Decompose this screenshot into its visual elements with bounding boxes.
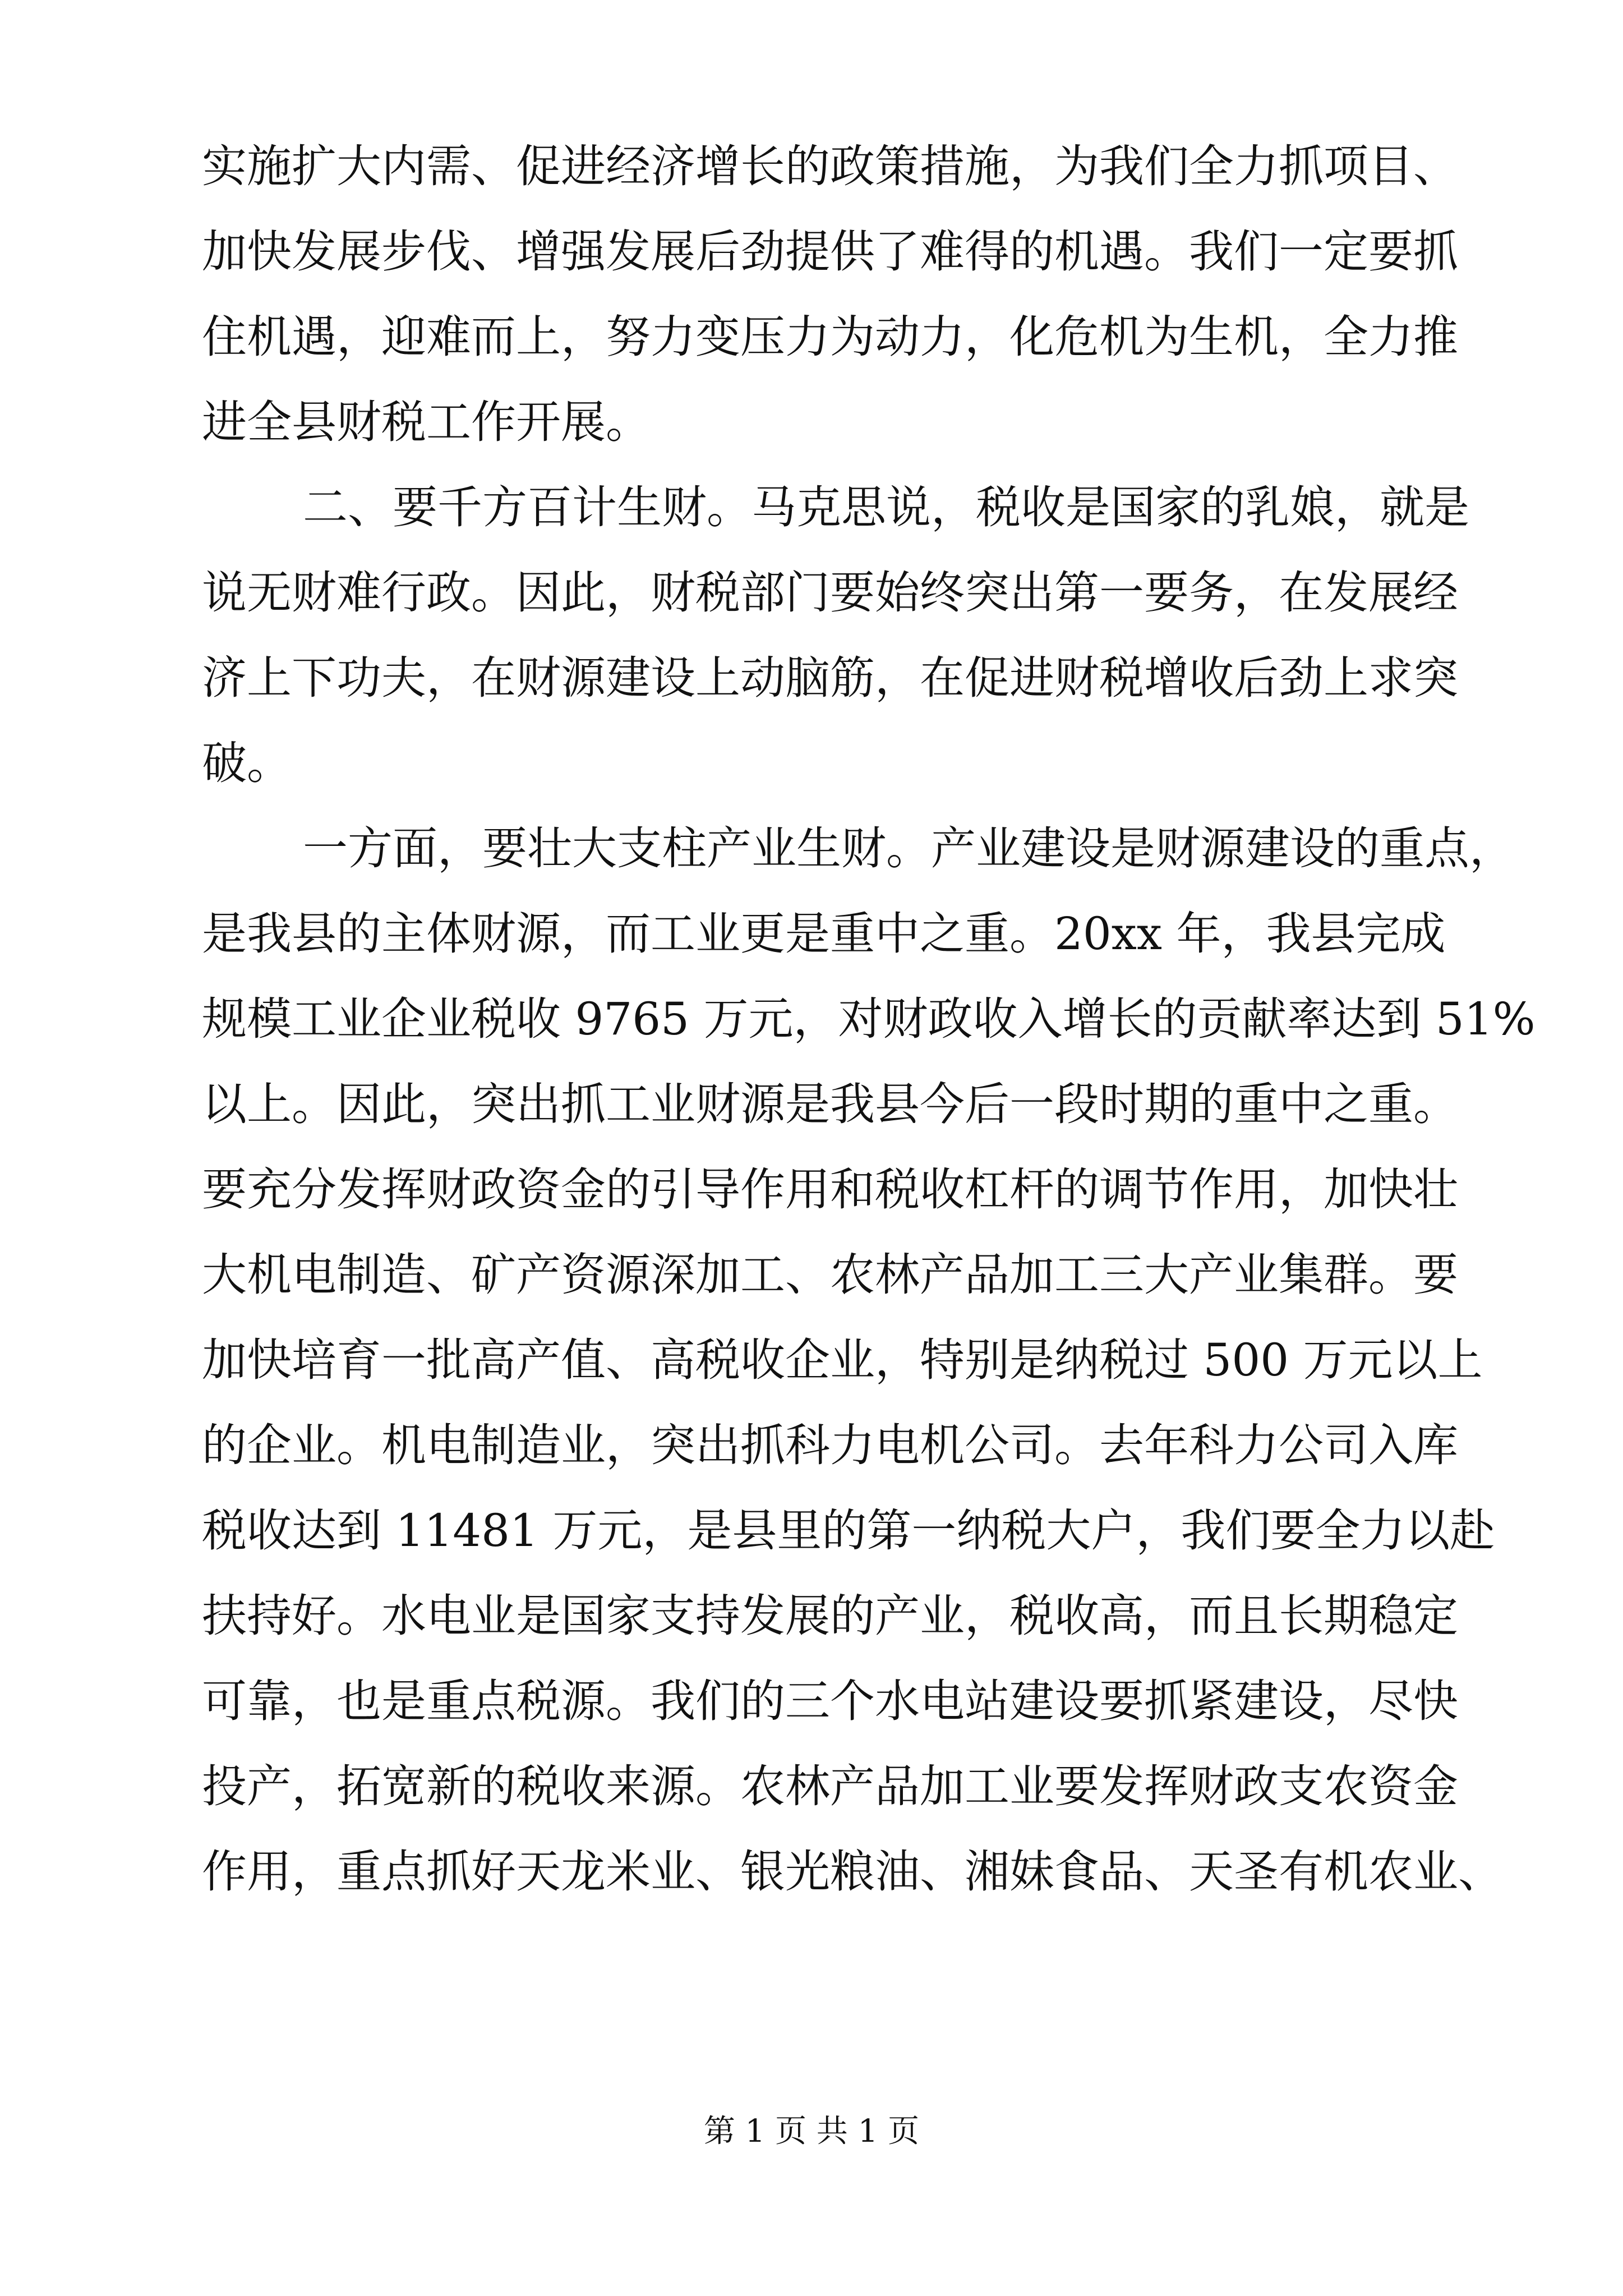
text-line xyxy=(0,218,1623,286)
text-line xyxy=(0,1156,1623,1223)
text-line-content: 作用，重点抓好天龙米业、银光粮油、湘妹食品、天圣有机农业、 xyxy=(202,1846,1503,1898)
text-line-content: 投产，拓宽新的税收来源。农林产品加工业要发挥财政支农资金 xyxy=(202,1760,1458,1812)
page-footer xyxy=(0,2109,1623,2154)
text-line-content: 规模工业企业税收 9765 万元，对财政收入增长的贡献率达到 51% xyxy=(202,993,1536,1045)
text-line xyxy=(0,1582,1623,1650)
text-line xyxy=(0,1241,1623,1309)
text-line xyxy=(0,1497,1623,1565)
text-line xyxy=(0,900,1623,968)
text-line-content: 加快发展步伐、增强发展后劲提供了难得的机遇。我们一定要抓 xyxy=(202,226,1458,278)
text-line-content: 的企业。机电制造业，突出抓科力电机公司。去年科力公司入库 xyxy=(202,1419,1458,1471)
text-line xyxy=(0,1668,1623,1735)
text-line-content: 破。 xyxy=(202,737,292,789)
text-line-content: 进全县财税工作开展。 xyxy=(202,396,651,448)
text-line xyxy=(0,474,1623,541)
text-line xyxy=(0,1753,1623,1820)
text-line-content: 二、要千方百计生财。马克思说，税收是国家的乳娘，就是 xyxy=(303,481,1469,533)
text-line-content: 可靠，也是重点税源。我们的三个水电站建设要抓紧建设，尽快 xyxy=(202,1675,1458,1727)
text-line xyxy=(0,815,1623,882)
text-line-content: 济上下功夫，在财源建设上动脑筋，在促进财税增收后劲上求突 xyxy=(202,652,1458,704)
text-line-content: 扶持好。水电业是国家支持发展的产业，税收高，而且长期稳定 xyxy=(202,1590,1458,1642)
text-line-content: 要充分发挥财政资金的引导作用和税收杠杆的调节作用，加快壮 xyxy=(202,1163,1458,1216)
text-line xyxy=(0,1412,1623,1479)
text-line-content: 一方面，要壮大支柱产业生财。产业建设是财源建设的重点， xyxy=(303,822,1514,875)
text-line xyxy=(0,133,1623,200)
text-line xyxy=(0,1327,1623,1394)
page-number-label: 第 1 页 共 1 页 xyxy=(703,2113,920,2150)
text-line xyxy=(0,730,1623,797)
text-line xyxy=(0,986,1623,1053)
text-line xyxy=(0,1071,1623,1138)
text-line-content: 税收达到 11481 万元，是县里的第一纳税大户，我们要全力以赴 xyxy=(202,1504,1495,1557)
text-line-content: 住机遇，迎难而上，努力变压力为动力，化危机为生机，全力推 xyxy=(202,311,1458,363)
text-line xyxy=(0,389,1623,456)
text-line xyxy=(0,303,1623,371)
text-line xyxy=(0,645,1623,712)
text-line-content: 说无财难行政。因此，财税部门要始终突出第一要务，在发展经 xyxy=(202,567,1458,619)
text-line-content: 以上。因此，突出抓工业财源是我县今后一段时期的重中之重。 xyxy=(202,1078,1458,1130)
text-line-content: 实施扩大内需、促进经济增长的政策措施，为我们全力抓项目、 xyxy=(202,140,1458,192)
text-line xyxy=(0,559,1623,627)
text-line-content: 大机电制造、矿产资源深加工、农林产品加工三大产业集群。要 xyxy=(202,1249,1458,1301)
text-line xyxy=(0,1838,1623,1906)
text-line-content: 加快培育一批高产值、高税收企业，特别是纳税过 500 万元以上 xyxy=(202,1334,1483,1386)
text-line-content: 是我县的主体财源，而工业更是重中之重。20xx 年，我县完成 xyxy=(202,908,1446,960)
